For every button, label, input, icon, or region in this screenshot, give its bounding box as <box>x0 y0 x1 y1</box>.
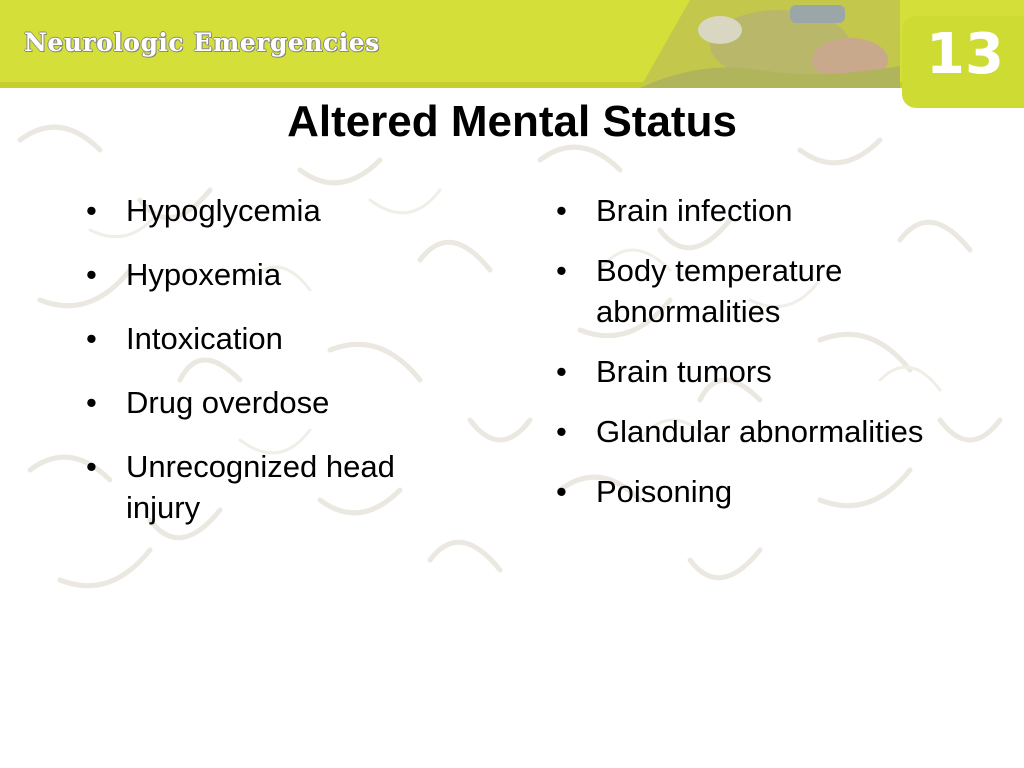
bullet-text: Brain tumors <box>596 354 772 389</box>
section-title: Neurologic Emergencies <box>24 28 380 57</box>
bullet-text: Brain infection <box>596 193 793 228</box>
chapter-number: 13 <box>926 22 1004 87</box>
slide-title: Altered Mental Status <box>287 97 737 146</box>
bullet-text: Unrecognized head injury <box>126 449 395 525</box>
bullet-item <box>556 471 996 512</box>
bullet-item <box>556 351 996 392</box>
bullet-dot: • <box>86 449 97 484</box>
bullet-text: Intoxication <box>126 321 283 356</box>
bullet-text: Hypoglycemia <box>126 193 321 228</box>
bullet-text: Poisoning <box>596 474 733 509</box>
bullet-item <box>86 318 466 359</box>
bullet-dot: • <box>556 253 567 288</box>
bullet-item <box>556 190 996 231</box>
left-bullet-list <box>86 190 466 551</box>
right-bullet-list <box>556 190 996 531</box>
bullet-item <box>86 446 466 528</box>
bullet-text: Glandular abnormalities <box>596 414 924 449</box>
bullet-dot: • <box>556 474 567 509</box>
bullet-item <box>556 411 996 452</box>
bullet-item <box>86 190 466 231</box>
bullet-text: Drug overdose <box>126 385 330 420</box>
bullet-dot: • <box>556 193 567 228</box>
bullet-item <box>86 254 466 295</box>
bullet-dot: • <box>86 257 97 292</box>
bullet-text: Hypoxemia <box>126 257 282 292</box>
bullet-item <box>556 250 996 332</box>
bullet-item <box>86 382 466 423</box>
bullet-dot: • <box>86 193 97 228</box>
bullet-dot: • <box>556 354 567 389</box>
bullet-dot: • <box>556 414 567 449</box>
bullet-dot: • <box>86 321 97 356</box>
bullet-text: Body temperature abnormalities <box>596 253 843 329</box>
bullet-dot: • <box>86 385 97 420</box>
